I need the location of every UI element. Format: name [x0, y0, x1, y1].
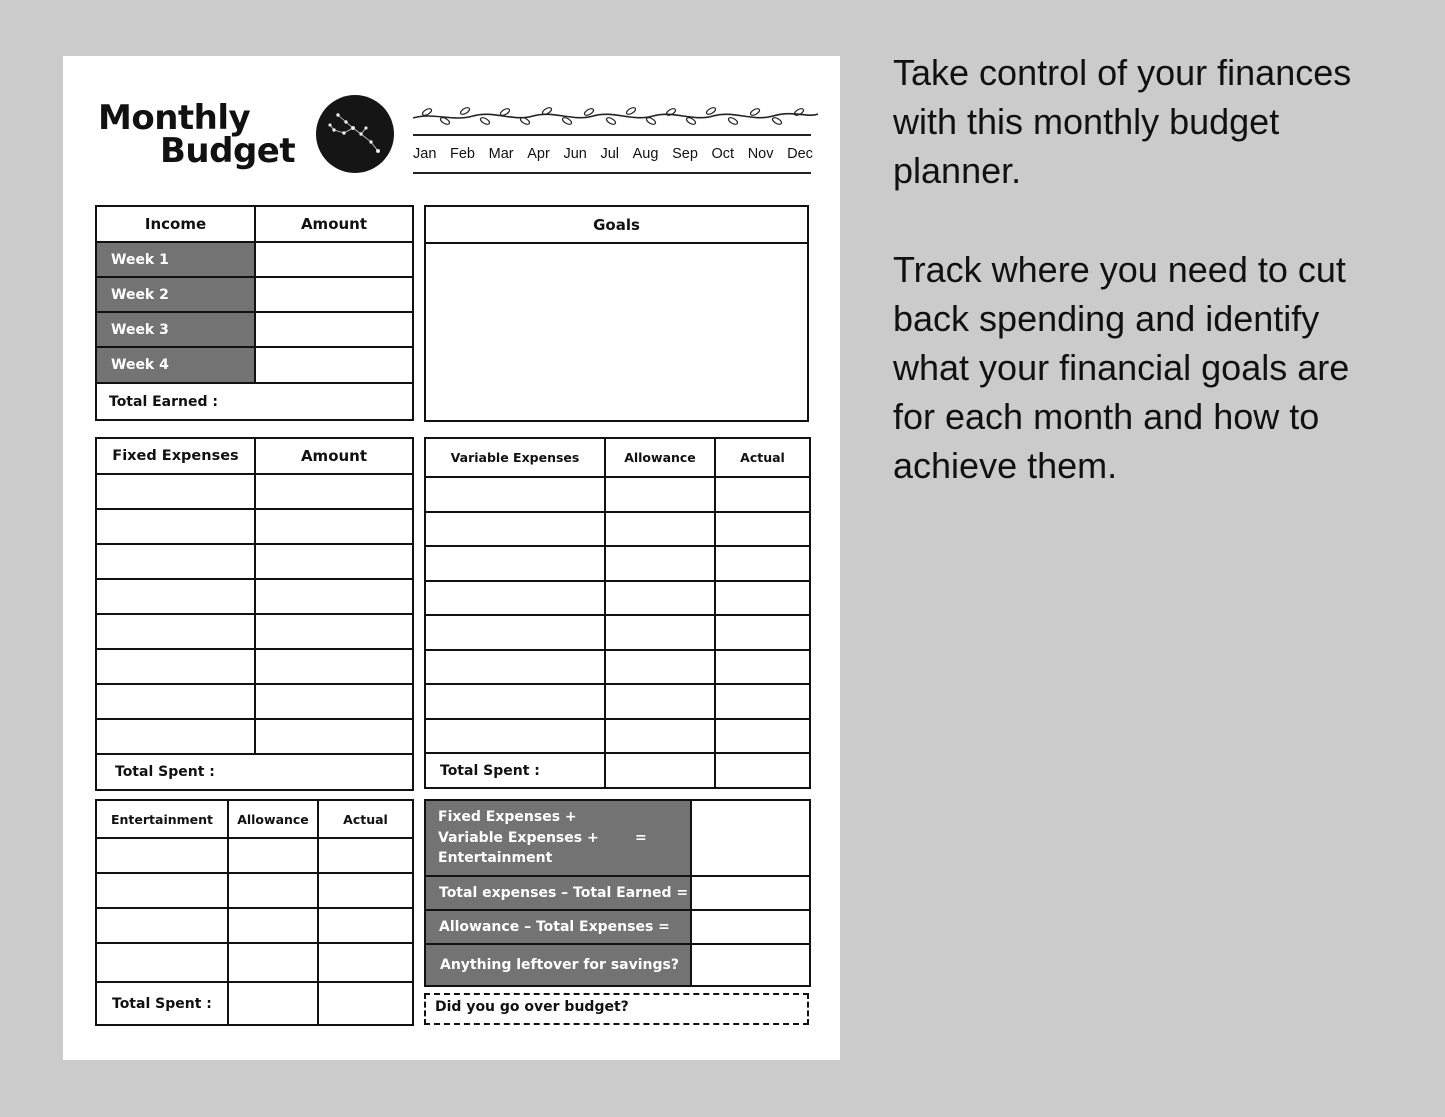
week-3-label: Week 3: [96, 312, 255, 347]
week-2-amount[interactable]: [255, 277, 413, 312]
total-earned-label[interactable]: Total Earned :: [96, 383, 413, 420]
variable-allowance-cell[interactable]: [605, 477, 715, 512]
entertainment-total-spent-label: Total Spent :: [96, 982, 228, 1025]
variable-actual-cell[interactable]: [715, 546, 810, 581]
month-rule-bottom: [413, 172, 811, 174]
month-feb[interactable]: Feb: [450, 146, 476, 162]
summary-leftover-savings: Anything leftover for savings?: [425, 944, 691, 986]
fixed-total-spent-label[interactable]: Total Spent :: [96, 754, 413, 790]
week-4-label: Week 4: [96, 347, 255, 383]
variable-allowance-cell[interactable]: [605, 684, 715, 719]
variable-allowance-cell[interactable]: [605, 615, 715, 650]
variable-expense-row: [425, 615, 810, 650]
formula-equals: =: [635, 830, 647, 846]
variable-allowance-cell[interactable]: [605, 546, 715, 581]
variable-expense-name-cell[interactable]: [425, 615, 605, 650]
month-mar[interactable]: Mar: [488, 146, 514, 162]
entertainment-table: [95, 799, 414, 1026]
entertainment-row: [96, 943, 413, 982]
formula-entertainment: Entertainment: [438, 850, 553, 867]
fixed-expense-row: [96, 684, 413, 719]
variable-allowance-header: Allowance: [605, 438, 715, 477]
variable-allowance-cell[interactable]: [605, 581, 715, 616]
week-1-label: Week 1: [96, 242, 255, 277]
entertainment-allowance-cell[interactable]: [228, 838, 318, 873]
fixed-expense-amount-cell[interactable]: [255, 509, 413, 544]
month-sep[interactable]: Sep: [672, 146, 698, 162]
summary-leftover-savings-value[interactable]: [691, 944, 810, 986]
variable-actual-cell[interactable]: [715, 512, 810, 547]
fixed-expense-row: [96, 614, 413, 649]
fixed-expense-name-cell[interactable]: [96, 474, 255, 509]
entertainment-actual-cell[interactable]: [318, 873, 413, 908]
income-header: Income: [96, 206, 255, 242]
variable-actual-cell[interactable]: [715, 477, 810, 512]
variable-expense-name-cell[interactable]: [425, 581, 605, 616]
variable-expense-row: [425, 546, 810, 581]
entertainment-total-actual-cell[interactable]: [318, 982, 413, 1025]
entertainment-allowance-header: Allowance: [228, 800, 318, 838]
fixed-expense-name-cell[interactable]: [96, 544, 255, 579]
entertainment-name-cell[interactable]: [96, 838, 228, 873]
entertainment-row: [96, 873, 413, 908]
variable-total-actual-cell[interactable]: [715, 753, 810, 788]
fixed-expense-amount-cell[interactable]: [255, 684, 413, 719]
variable-expense-name-cell[interactable]: [425, 719, 605, 754]
fixed-expense-amount-cell[interactable]: [255, 544, 413, 579]
fixed-expense-row: [96, 544, 413, 579]
variable-expense-row: [425, 719, 810, 754]
income-table: [95, 205, 414, 421]
entertainment-allowance-cell[interactable]: [228, 908, 318, 943]
month-jul[interactable]: Jul: [600, 146, 620, 162]
variable-expense-name-cell[interactable]: [425, 477, 605, 512]
description-paragraph-1: Take control of your finances with this monthly budget planner.: [893, 52, 1352, 191]
fixed-expense-amount-cell[interactable]: [255, 719, 413, 754]
summary-allowance-minus-expenses-value[interactable]: [691, 910, 810, 944]
entertainment-allowance-cell[interactable]: [228, 943, 318, 982]
entertainment-actual-header: Actual: [318, 800, 413, 838]
constellation-icon: [316, 95, 394, 173]
variable-expense-row: [425, 512, 810, 547]
variable-expenses-header: Variable Expenses: [425, 438, 605, 477]
month-apr[interactable]: Apr: [527, 146, 550, 162]
week-1-amount[interactable]: [255, 242, 413, 277]
entertainment-actual-cell[interactable]: [318, 838, 413, 873]
variable-actual-cell[interactable]: [715, 719, 810, 754]
variable-expense-name-cell[interactable]: [425, 546, 605, 581]
over-budget-question: Did you go over budget?: [435, 999, 629, 1015]
variable-allowance-cell[interactable]: [605, 512, 715, 547]
amount-header: Amount: [255, 206, 413, 242]
month-selector: [413, 146, 813, 162]
formula-fixed: Fixed Expenses +: [438, 809, 577, 826]
entertainment-row: [96, 838, 413, 873]
entertainment-name-cell[interactable]: [96, 943, 228, 982]
summary-total-expenses-formula: [425, 800, 691, 876]
summary-expenses-minus-earned-value[interactable]: [691, 876, 810, 910]
fixed-expense-row: [96, 649, 413, 684]
fixed-expense-name-cell[interactable]: [96, 579, 255, 614]
variable-total-spent-label: Total Spent :: [425, 753, 605, 788]
summary-expenses-minus-earned: Total expenses – Total Earned =: [425, 876, 691, 910]
month-rule-top: [413, 134, 811, 136]
variable-allowance-cell[interactable]: [605, 719, 715, 754]
title-line-1: Monthly: [98, 98, 251, 138]
variable-actual-header: Actual: [715, 438, 810, 477]
week-2-label: Week 2: [96, 277, 255, 312]
fixed-expense-row: [96, 719, 413, 754]
entertainment-total-allowance-cell[interactable]: [228, 982, 318, 1025]
fixed-expense-row: [96, 579, 413, 614]
entertainment-actual-cell[interactable]: [318, 908, 413, 943]
variable-expense-name-cell[interactable]: [425, 512, 605, 547]
entertainment-actual-cell[interactable]: [318, 943, 413, 982]
month-nov[interactable]: Nov: [747, 146, 774, 162]
variable-allowance-cell[interactable]: [605, 650, 715, 685]
week-3-amount[interactable]: [255, 312, 413, 347]
month-jan[interactable]: Jan: [413, 146, 437, 162]
variable-expense-row: [425, 684, 810, 719]
fixed-expense-name-cell[interactable]: [96, 684, 255, 719]
title-line-2: Budget: [160, 131, 296, 171]
month-jun[interactable]: Jun: [563, 146, 587, 162]
entertainment-row: [96, 908, 413, 943]
fixed-amount-header: Amount: [255, 438, 413, 474]
variable-expense-row: [425, 650, 810, 685]
entertainment-name-cell[interactable]: [96, 908, 228, 943]
summary-table: [424, 799, 811, 987]
entertainment-header: Entertainment: [96, 800, 228, 838]
variable-expense-name-cell[interactable]: [425, 684, 605, 719]
fixed-expense-name-cell[interactable]: [96, 649, 255, 684]
fixed-expense-amount-cell[interactable]: [255, 579, 413, 614]
fixed-expense-row: [96, 509, 413, 544]
fixed-expense-name-cell[interactable]: [96, 719, 255, 754]
fixed-expense-amount-cell[interactable]: [255, 474, 413, 509]
fixed-expense-name-cell[interactable]: [96, 614, 255, 649]
entertainment-allowance-cell[interactable]: [228, 873, 318, 908]
variable-actual-cell[interactable]: [715, 581, 810, 616]
summary-total-expenses-value[interactable]: [691, 800, 810, 876]
variable-expense-row: [425, 581, 810, 616]
week-4-amount[interactable]: [255, 347, 413, 383]
vine-decoration: [413, 104, 818, 135]
over-budget-box[interactable]: [424, 993, 809, 1025]
fixed-expenses-header: Fixed Expenses: [96, 438, 255, 474]
goals-header: Goals: [425, 206, 808, 243]
formula-variable: Variable Expenses +: [438, 829, 599, 846]
variable-actual-cell[interactable]: [715, 615, 810, 650]
fixed-expense-row: [96, 474, 413, 509]
variable-total-allowance-cell[interactable]: [605, 753, 715, 788]
month-aug[interactable]: Aug: [632, 146, 659, 162]
variable-expenses-table: [424, 437, 811, 789]
fixed-expense-amount-cell[interactable]: [255, 649, 413, 684]
variable-expense-row: [425, 477, 810, 512]
variable-actual-cell[interactable]: [715, 684, 810, 719]
fixed-expense-amount-cell[interactable]: [255, 614, 413, 649]
description-paragraph-2: Track where you need to cut back spending and identify what your financial goals are for each month and how to achieve them.: [893, 249, 1350, 486]
variable-expense-name-cell[interactable]: [425, 650, 605, 685]
fixed-expense-name-cell[interactable]: [96, 509, 255, 544]
goals-area[interactable]: [425, 243, 808, 421]
variable-actual-cell[interactable]: [715, 650, 810, 685]
month-oct[interactable]: Oct: [711, 146, 735, 162]
goals-table: [424, 205, 809, 422]
month-dec[interactable]: Dec: [787, 146, 813, 162]
entertainment-name-cell[interactable]: [96, 873, 228, 908]
summary-allowance-minus-expenses: Allowance – Total Expenses =: [425, 910, 691, 944]
fixed-expenses-table: [95, 437, 414, 791]
